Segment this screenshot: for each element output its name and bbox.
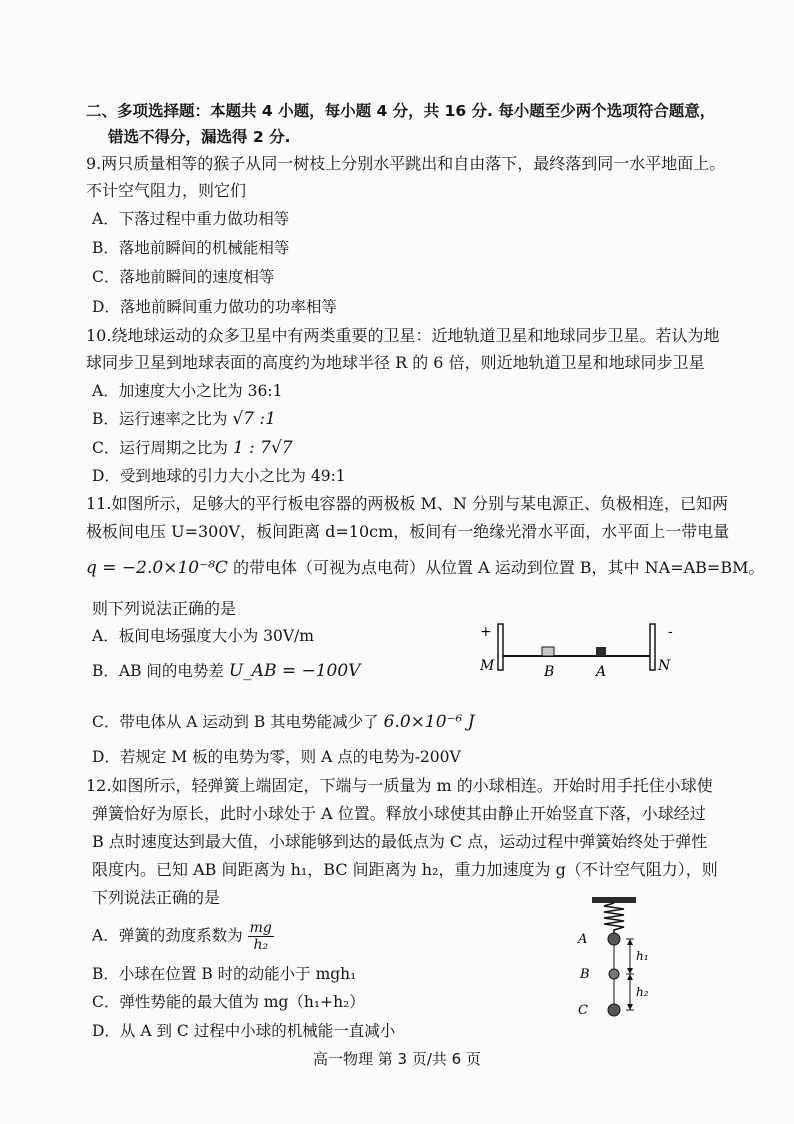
- q12-fraction-numerator: mg: [249, 920, 272, 936]
- q12-label-a: A: [578, 932, 588, 947]
- q10-option-c-label: C．运行周期之比为: [92, 439, 228, 457]
- q11-label-m: M: [480, 658, 495, 674]
- q12-ball-position-c: [608, 1004, 620, 1016]
- q12-label-c: C: [578, 1003, 588, 1018]
- q11-option-a: A．板间电场强度大小为 30V/m: [92, 627, 314, 645]
- q10-option-a: A．加速度大小之比为 36:1: [92, 382, 283, 400]
- q9-stem-line2: 不计空气阻力，则它们: [86, 181, 247, 200]
- q11-option-c-label: C．带电体从 A 运动到 B 其电势能减少了: [92, 713, 379, 731]
- q12-stem-line2: 弹簧恰好为原长，此时小球处于 A 位置。释放小球使其由静止开始竖直下落，小球经过: [92, 804, 706, 823]
- q9-option-b: B．落地前瞬间的机械能相等: [92, 239, 290, 257]
- q11-label-n: N: [658, 658, 671, 674]
- q10-option-d: D．受到地球的引力大小之比为 49:1: [92, 467, 346, 485]
- q12-ball-position-b: [609, 969, 619, 979]
- q11-stem-line3: [86, 557, 764, 579]
- q12-ball-position-a: [608, 933, 620, 945]
- q12-fraction-denominator: h₂: [253, 937, 269, 953]
- q12-option-a-fraction: [248, 920, 274, 953]
- q12-option-a: [92, 920, 274, 953]
- q10-option-b-math: √7 :1: [232, 409, 276, 429]
- section-heading-line2: 错选不得分，漏选得 2 分.: [108, 128, 291, 146]
- q12-ceiling-support: [592, 897, 636, 903]
- q12-spring: [604, 903, 624, 935]
- q12-option-d: D．从 A 到 C 过程中小球的机械能一直减小: [92, 1022, 396, 1040]
- q12-stem-line1: 12.如图所示，轻弹簧上端固定，下端与一质量为 m 的小球相连。开始时用手托住小球使: [86, 776, 713, 795]
- q9-option-a: A．下落过程中重力做功相等: [92, 210, 290, 228]
- q10-option-c-math: 1 : 7√7: [232, 438, 293, 458]
- q12-option-c: C．弹性势能的最大值为 mg（h₁+h₂）: [92, 993, 365, 1011]
- q12-label-h1: h₁: [636, 949, 649, 963]
- q11-plate-m: [498, 624, 503, 670]
- q12-option-a-label: A．弹簧的劲度系数为: [92, 926, 243, 945]
- page-footer: 高一物理 第 3 页/共 6 页: [313, 1050, 481, 1068]
- q9-stem-line1: 9.两只质量相等的猴子从同一树枝上分别水平跳出和自由落下，最终落到同一水平地面上。: [86, 154, 726, 173]
- q10-option-c: [92, 437, 293, 459]
- q11-stem-line3-text: 的带电体（可视为点电荷）从位置 A 运动到位置 B，其中 NA=AB=BM。: [232, 558, 765, 577]
- q11-option-c: [92, 711, 475, 733]
- q11-option-d: D．若规定 M 板的电势为零，则 A 点的电势为-200V: [92, 748, 461, 766]
- q12-option-b: B．小球在位置 B 时的动能小于 mgh₁: [92, 965, 357, 983]
- q11-option-b: [92, 660, 360, 682]
- q11-option-b-label: B．AB 间的电势差: [92, 662, 224, 680]
- q10-option-b: [92, 408, 276, 430]
- q11-plus-sign: +: [480, 624, 492, 640]
- q11-stem-line2: 极板间电压 U=300V，板间距离 d=10cm，板间有一绝缘光滑水平面，水平面上一带电量: [86, 522, 730, 541]
- q9-option-d: D．落地前瞬间重力做功的功率相等: [92, 298, 337, 316]
- q12-stem-line5: 下列说法正确的是: [92, 888, 221, 907]
- q12-label-b: B: [580, 967, 590, 982]
- q11-stem-line1: 11.如图所示，足够大的平行板电容器的两极板 M、N 分别与某电源正、负极相连，已知两: [86, 494, 729, 513]
- q11-position-b-marker: [542, 647, 554, 656]
- q11-capacitor-figure: [472, 618, 692, 688]
- q11-option-b-math: U_AB = −100V: [228, 661, 361, 681]
- q11-option-c-math: 6.0×10⁻⁶ J: [383, 712, 475, 732]
- section-heading-line1: 二、多项选择题：本题共 4 小题，每小题 4 分，共 16 分. 每小题至少两个选项符合题意，: [86, 102, 716, 120]
- q10-stem-line2: 球同步卫星到地球表面的高度约为地球半径 R 的 6 倍，则近地轨道卫星和地球同步卫星: [86, 353, 705, 372]
- q11-label-a: A: [596, 664, 607, 680]
- q12-stem-line4: 限度内。已知 AB 间距离为 h₁，BC 间距离为 h₂，重力加速度为 g（不计空气阻力），则: [92, 860, 718, 879]
- q11-plate-n: [650, 624, 655, 670]
- q12-spring-figure: [572, 895, 672, 1025]
- q10-stem-line1: 10.绕地球运动的众多卫星中有两类重要的卫星：近地轨道卫星和地球同步卫星。若认为地: [86, 326, 720, 345]
- q12-label-h2: h₂: [636, 985, 649, 999]
- q10-option-b-label: B．运行速率之比为: [92, 410, 228, 428]
- q11-label-b: B: [544, 664, 555, 680]
- q11-minus-sign: -: [668, 624, 673, 640]
- q11-charged-body: [596, 647, 606, 656]
- q11-stem-line4: 则下列说法正确的是: [92, 599, 237, 618]
- q11-charge-formula: q = −2.0×10⁻⁸C: [86, 558, 228, 578]
- q9-option-c: C．落地前瞬间的速度相等: [92, 268, 275, 286]
- q12-stem-line3: B 点时速度达到最大值，小球能够到达的最低点为 C 点，运动过程中弹簧始终处于弹性: [92, 832, 708, 851]
